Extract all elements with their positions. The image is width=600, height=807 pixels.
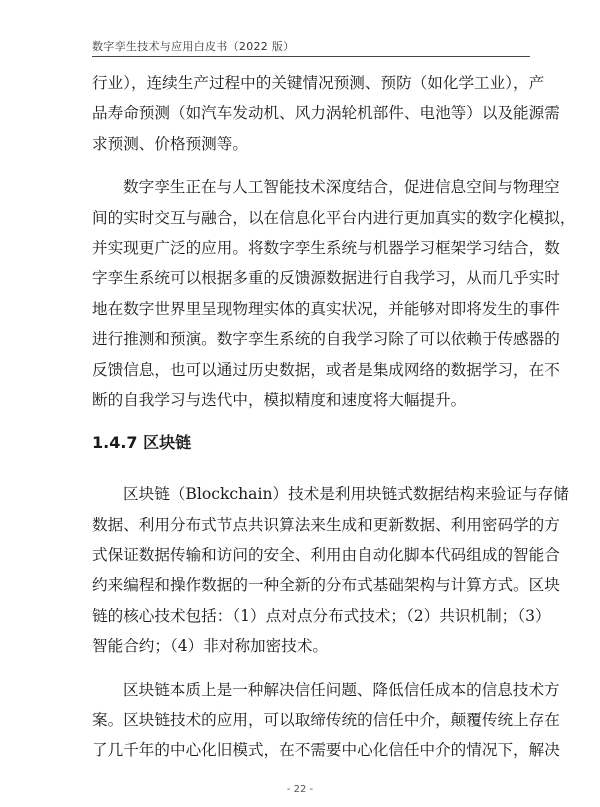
- text-line: 行业），连续生产过程中的关键情况预测、预防（如化学工业），产: [92, 74, 545, 92]
- text-line: 约来编程和操作数据的一种全新的分布式基础架构与计算方式。区块: [92, 576, 560, 595]
- paragraph: [92, 675, 560, 766]
- text-line: 智能合约；（4）非对称加密技术。: [92, 637, 329, 656]
- text-line: 反馈信息，也可以通过历史数据，或者是集成网络的数据学习，在不: [92, 360, 560, 379]
- text-line: 品寿命预测（如汽车发动机、风力涡轮机部件、电池等）以及能源需: [92, 104, 560, 123]
- text-line: 并实现更广泛的应用。将数字孪生系统与机器学习框架学习结合，数: [92, 238, 560, 257]
- text-line: 断的自我学习与迭代中，模拟精度和速度将大幅提升。: [92, 390, 467, 409]
- text-line: 区块链（Blockchain）技术是利用块链式数据结构来验证与存储: [123, 485, 569, 504]
- paragraph: [92, 68, 560, 159]
- text-line: 字孪生系统可以根据多重的反馈源数据进行自我学习，从而几乎实时: [92, 269, 560, 288]
- text-line: 链的核心技术包括：（1）点对点分布式技术；（2）共识机制；（3）: [92, 606, 551, 625]
- text-line: 式保证数据传输和访问的安全、利用由自动化脚本代码组成的智能合: [92, 546, 560, 565]
- page-body: [92, 68, 576, 766]
- paragraph: [92, 479, 569, 661]
- text-line: 案。区块链技术的应用，可以取缔传统的信任中介，颠覆传统上存在: [92, 711, 560, 730]
- text-line: 间的实时交互与融合，以在信息化平台内进行更加真实的数字化模拟，: [92, 208, 576, 227]
- text-line: 数据、利用分布式节点共识算法来生成和更新数据、利用密码学的方: [92, 515, 560, 534]
- paragraph: [92, 172, 576, 415]
- header-rule: [92, 56, 530, 57]
- text-line: 了几千年的中心化旧模式，在不需要中心化信任中介的情况下，解决: [92, 741, 560, 760]
- text-line: 数字孪生正在与人工智能技术深度结合，促进信息空间与物理空: [123, 178, 560, 197]
- page-number: - 22 -: [286, 784, 314, 795]
- text-line: 区块链本质上是一种解决信任问题、降低信任成本的信息技术方: [123, 680, 560, 699]
- section-heading: 1.4.7 区块链: [92, 433, 192, 453]
- text-line: 进行推测和预演。数字孪生系统的自我学习除了可以依赖于传感器的: [92, 330, 560, 349]
- text-line: 地在数字世界里呈现物理实体的真实状况，并能够对即将发生的事件: [92, 299, 560, 318]
- running-header: 数字孪生技术与应用白皮书（2022 版）: [92, 40, 295, 53]
- text-line: 求预测、价格预测等。: [92, 134, 248, 153]
